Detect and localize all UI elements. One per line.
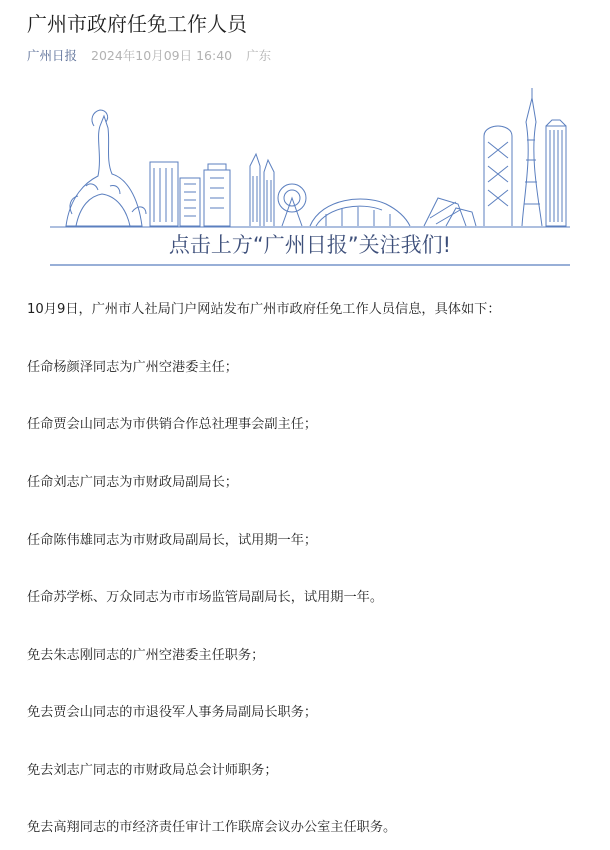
paragraph-appointment: 任命杨颜泽同志为广州空港委主任； — [27, 360, 238, 375]
paragraph-removal: 免去贾会山同志的市退役军人事务局副局长职务； — [27, 705, 318, 720]
publish-location: 广东 — [246, 48, 272, 63]
paragraph-removal: 免去朱志刚同志的广州空港委主任职务； — [27, 648, 265, 663]
follow-banner-image[interactable] — [46, 86, 574, 270]
publish-date: 2024年10月09日 16:40 — [91, 48, 233, 63]
article-title: 广州市政府任免工作人员 — [27, 12, 247, 36]
paragraph-removal: 免去刘志广同志的市财政局总会计师职务； — [27, 763, 278, 778]
article-meta — [27, 46, 271, 66]
banner-caption: 点击上方“广州日报”关注我们! — [168, 233, 452, 257]
paragraph-intro: 10月9日，广州市人社局门户网站发布广州市政府任免工作人员信息，具体如下： — [27, 302, 501, 317]
paragraph-appointment: 任命刘志广同志为市财政局副局长； — [27, 475, 238, 490]
city-skyline-illustration — [46, 86, 574, 270]
paragraph-removal: 免去高翔同志的市经济责任审计工作联席会议办公室主任职务。 — [27, 820, 397, 835]
paragraph-appointment: 任命苏学栎、万众同志为市市场监管局副局长，试用期一年。 — [27, 590, 384, 605]
account-name-link[interactable]: 广州日报 — [27, 48, 78, 63]
paragraph-appointment: 任命陈伟雄同志为市财政局副局长，试用期一年； — [27, 533, 318, 548]
paragraph-appointment: 任命贾会山同志为市供销合作总社理事会副主任； — [27, 417, 318, 432]
